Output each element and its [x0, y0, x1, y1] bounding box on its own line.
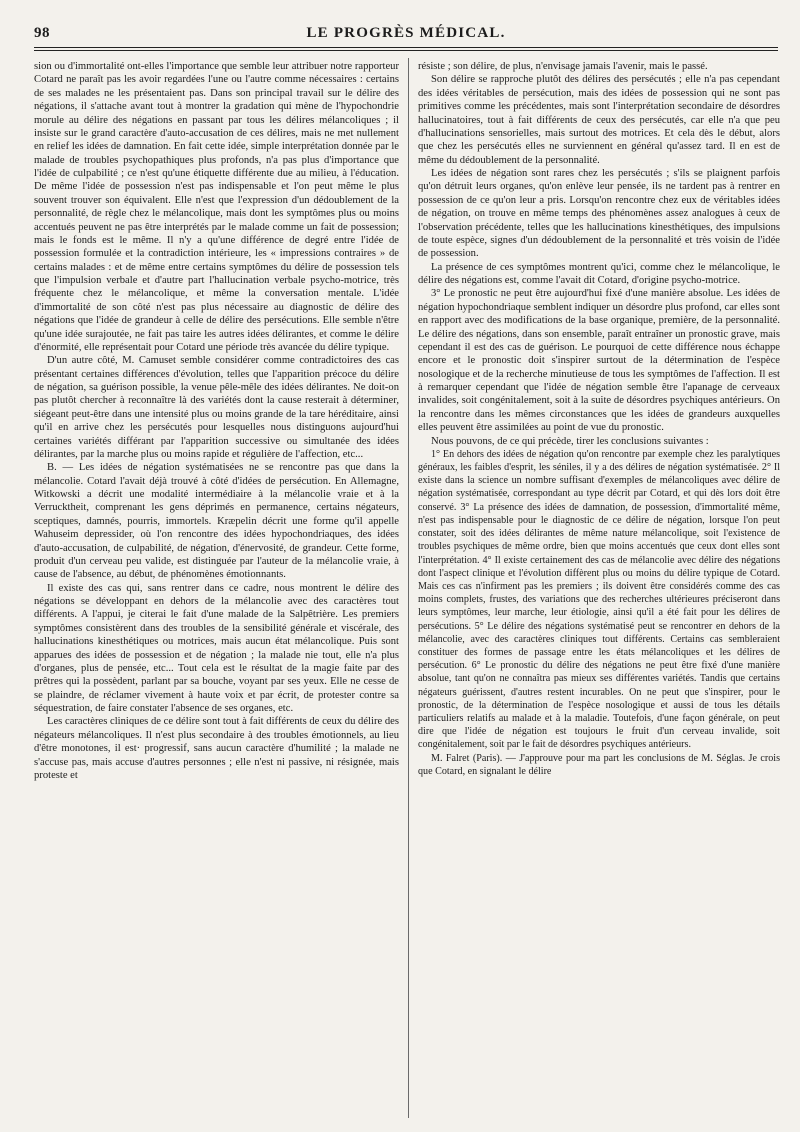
paragraph: La présence de ces symptômes montrent qu'ici, comme chez le mélancolique, le délire des négations est, comme l'avait dit Cotard, d'origine psycho-motrice.	[418, 261, 780, 286]
paragraph: résiste ; son délire, de plus, n'envisage jamais l'avenir, mais le passé.	[418, 61, 708, 72]
right-column	[418, 60, 780, 1122]
discussion-paragraph: M. Falret (Paris). — J'approuve pour ma part les conclusions de M. Séglas. Je crois que Cotard, en signalant le délire	[418, 752, 780, 777]
page-number: 98	[34, 25, 50, 41]
column-divider	[408, 58, 409, 1118]
paragraph: Les caractères cliniques de ce délire sont tout à fait différents de ceux du délire des négateurs mélancoliques. Il n'est plus secondaire à des troubles émotionnels, au lieu d'être monotones, il est· progressif, sans aucun caractère d'humilité ; la malade ne s'accuse pas, mais accuse d'autres personnes ; elle n'est ni passive, ni résignée, mais proteste et	[34, 716, 399, 781]
header-rule-thin	[34, 50, 778, 51]
header-rule-thick	[34, 47, 778, 48]
paragraph: B. — Les idées de négation systématisées ne se rencontre pas que dans la mélancolie. Cotard l'avait déjà trouvé à côté d'idées de persécution. En Allemagne, Witkowski a décrit une modalité intermédiaire à la mélancolie vraie et à la Verrucktheit, comprenant les gens déprimés en permanence, certains négateurs, sceptiques, damnés, pourris, immortels. Kræpelin décrit une forme qu'il appelle Wahuseim depressider, où l'on rencontre des idées hypochondriaques, des idées d'auto-accusation, de culpabilité, de négation, d'énervosité, de grandeur. Cette forme, produit d'un cerveau peu valide, est distinguée par l'auteur de la mélancolie vraie, à cause de l'absence, au début, de phénomènes émotionnants.	[34, 462, 399, 581]
paragraph: Nous pouvons, de ce qui précède, tirer les conclusions suivantes :	[431, 435, 709, 447]
paragraph: Son délire se rapproche plutôt des délires des persécutés ; elle n'a pas cependant des idées véritables de persécution, mais des idées de possession qui ne sont pas primitives comme les précédentes, mais sont l'interprétation secondaire de désordres hallucinatoires, tout à fait différents de ceux des persécutés, car elle n'a que peu d'hallucinations sensorielles, mais surtout des motrices. Et cela dès le début, alors que chez les persécutés elles ne surviennent en général qu'assez tard. Il en est de même du dédoublement de la personnalité.	[418, 74, 780, 166]
left-column	[34, 60, 399, 1122]
paragraph: Il existe des cas qui, sans rentrer dans ce cadre, nous montrent le délire des négations se développant en dehors de la mélancolie avec des caractères tout différents. A l'appui, je citerai le fait d'une malade de la Salpêtrière. Les premiers symptômes consistèrent dans des troubles de la sensibilité générale et viscérale, des hallucinations kinesthétiques ou motrices, mais aucun état mélancolique. Puis sont apparues des idées de possession et de négation ; la malade nie tout, elle n'a plus d'organes, plus de pensée, etc... Tout cela est le résultat de la magie faite par des prêtres qui la possèdent, parlant par sa bouche, voyant par ses yeux. Elle ne cesse de se plaindre, de réclamer vivement à haute voix et par écrit, de protester contre sa séquestration, de faire constater l'absence de ses organes, etc.	[34, 582, 399, 714]
paragraph: 3° Le pronostic ne peut être aujourd'hui fixé d'une manière absolue. Les idées de négation hypochondriaque semblent indiquer un désordre plus profond, car elles sont en rapport avec des modifications de la base organique, première, de la personnalité. Le délire des négations, dans son ensemble, paraît entraîner un pronostic grave, mais cependant il est des cas de guérison. Le pourquoi de cette différence nous échappe encore et le pronostic doit s'inspirer surtout de la détermination de l'espèce nosologique et de la recherche minutieuse de tous les symptômes de l'affection. Il est à remarquer cependant que l'idée de négation semble être l'apanage de cerveaux invalides, soit congénitalement, soit à la suite de désordres psychiques antérieurs. On la rencontre dans les mêmes circonstances que les idées de grandeurs auxquelles elles peuvent être assimilées au point de vue du pronostic.	[418, 288, 780, 434]
page-header	[34, 25, 778, 45]
paragraph: sion ou d'immortalité ont-elles l'importance que semble leur attribuer notre rapporteur Cotard ne paraît pas les avoir regardées l'une ou l'autre comme nécessaires : certains de ses malades ne les présentaient pas. Dans son principal travail sur le délire des négations, il s'attache avant tout à montrer la gradation qui mène de l'hypochondrie morule au délire des négations en passant par tous les délires mélancoliques ; il insiste sur le grand caractère d'auto-accusation de ces délires, mais ne met nullement en relief les idées de damnation. En fait cette idée, simple interprétation donnée par le malade de troubles psychopathiques plus profonds, n'a pas plus d'importance que l'idée de culpabilité ; ce n'est qu'une étiquette différente due au milieu, à l'éducation. De même l'idée de possession n'est pas indispensable et l'on peut même le plus souvent trouver son équivalent. Elle n'est que l'expression d'un dédoublement de la personnalité, de règle chez le mélancolique, mais dont les symptômes plus ou moins accentués peuvent ne pas être interprétés par le malade comme un fait de possession; mais le fonds est le même. Il n'y a qu'une différence de degré entre l'idée de possession formulée et la contradiction intérieure, les « impressions contraires » de certains malades : et de même entre certains symptômes du délire de possession tels que l'impulsion verbale et d'autre part l'hallucination verbale psycho-motrice, très fréquente chez le mélancolique, et même la conversation mentale. L'idée d'immortalité de son côté n'est pas plus nécessaire au diagnostic de délire des négations que l'idée de grandeur à celle de délire des persécutions. Elle semble n'être qu'une idée surajoutée, ne fait pas taire les autres idées délirantes, et comme le délire d'énormité, elle représentait pour Cotard une période très avancée du délire typique.	[34, 61, 399, 353]
paragraph: D'un autre côté, M. Camuset semble considérer comme contradictoires des cas présentant certaines différences d'évolution, telles que l'apparition précoce du délire de négation, sa guérison possible, la venue pêle-mêle des idées délirantes. Ne doit-on pas plutôt chercher à reconnaître là des variétés dont la cause resterait à déterminer, siégeant peut-être dans une intensité plus ou moins grande de la tare héréditaire, ainsi qu'il en arrive chez les persécutés pour lesquelles nous distinguons aujourd'hui certaines variétés différant par l'apparition successive ou simultanée des idées délirantes, par la marche plus ou moins rapide et régulière de l'affection, etc...	[34, 355, 399, 460]
paragraph: Les idées de négation sont rares chez les persécutés ; s'ils se plaignent parfois qu'on détruit leurs organes, qu'on enlève leur pensée, ils ne tardent pas à rentrer en possession de ce qu'on leur a pris. Lorsqu'on rencontre chez eux de véritables idées de négation, on trouve en même temps des phénomènes assez analogues à ceux de l'observation précédente, telles que les hallucinations kinesthétiques, des impulsions de toute espèce, signes d'un dédoublement de la personnalité et très voisin de l'idée de possession.	[418, 168, 780, 260]
journal-title: LE PROGRÈS MÉDICAL.	[306, 25, 506, 41]
conclusions-paragraph: 1° En dehors des idées de négation qu'on rencontre par exemple chez les paralytiques généraux, les faibles d'esprit, les séniles, il y a des délires de négation systématisée. 2° Il existe dans la science un nombre suffisant d'exemples de mélancoliques avec délire de négation systématisée, correspondant au type décrit par Cotard, et qui dès lors doit être conservé. 3° La présence des idées de damnation, de possession, d'immortalité même, n'est pas indispensable pour le diagnostic de ce délire de négation, lorsque l'on peut constater, soit des idées délirantes de même nature mélancolique, soit l'existence de troubles psychiques de même ordre, bien que moins accentués que ceux dont elles sont l'interprétation. 4° Il existe certainement des cas de mélancolie avec délire des négations dont l'aspect clinique et l'évolution diffèrent plus ou moins du délire typique de Cotard. Mais ces cas n'infirment pas les premiers ; ils doivent être considérés comme des cas moins complets, frustes, des variations que des recherches ultérieures préciseront dans leurs symptômes, leur marche, leur étiologie, ainsi qu'il a été fait pour les délires de persécutions. 5° Le délire des négations systématisé peut se rencontrer en dehors de la mélancolie, avec des caractères cliniques tout différents. Certains cas sembleraient constituer des formes de passage entre les états mélancoliques et les délires de persécution. 6° Le pronostic du délire des négations ne peut être fixé d'une manière absolue, tant qu'on ne connaîtra pas mieux ses différentes variétés. Tandis que certains négateurs guérissent, d'autres restent incurables. On ne peut que s'inspirer, pour le pronostic, de la détermination de l'espèce nosologique et aussi de tous les détails particuliers relatifs au malade et à la maladie. Toutefois, d'une façon générale, on peut dire que l'idée de négation est toujours le fruit d'un cerveau invalide, soit congénitalement, soit par le fait de désordres psychiques antérieurs.	[418, 448, 780, 751]
